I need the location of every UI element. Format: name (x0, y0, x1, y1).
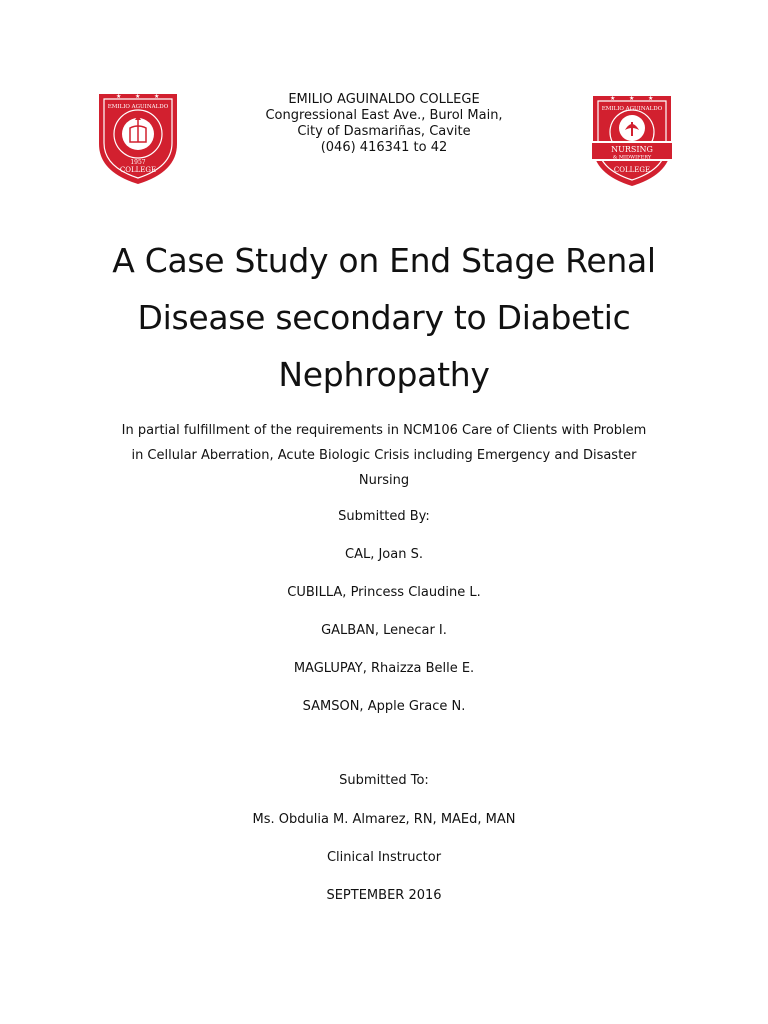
college-name: EMILIO AGUINALDO COLLEGE (288, 92, 480, 107)
requirement-line2: in Cellular Aberration, Acute Biologic Crisis including Emergency and Disaster (131, 448, 637, 463)
left-seal-name-text: EMILIO AGUINALDO (107, 104, 169, 110)
left-seal-year: 1957 (130, 159, 146, 166)
right-seal-college-text: COLLEGE (613, 166, 651, 174)
right-seal-banner-line2: & MIDWIFERY (612, 154, 652, 161)
author-name: MAGLUPAY, Rhaizza Belle E. (293, 661, 475, 676)
submission-date: SEPTEMBER 2016 (326, 888, 442, 903)
svg-text:★: ★ (154, 93, 160, 100)
left-seal-college-text: COLLEGE (119, 166, 157, 174)
college-phone: (046) 416341 to 42 (320, 140, 448, 155)
college-header (184, 92, 584, 156)
submitted-to-label: Submitted To: (339, 773, 429, 788)
author-name: CAL, Joan S. (345, 547, 423, 562)
right-seal-banner-line1: NURSING (611, 145, 653, 154)
instructor-role: Clinical Instructor (326, 850, 442, 865)
right-seal-name-text: EMILIO AGUINALDO (601, 106, 663, 112)
nursing-midwifery-seal-icon (587, 92, 677, 188)
svg-text:★: ★ (610, 95, 616, 102)
requirement-statement (60, 418, 708, 493)
requirement-line1: In partial fulfillment of the requirements in NCM106 Care of Clients with Problem (121, 423, 647, 438)
author-name: SAMSON, Apple Grace N. (302, 699, 466, 714)
author-name: GALBAN, Lenecar I. (321, 623, 447, 638)
svg-text:★: ★ (135, 93, 141, 100)
submitted-by-label: Submitted By: (338, 509, 430, 524)
college-address-line2: City of Dasmariñas, Cavite (297, 124, 471, 139)
svg-text:★: ★ (116, 93, 122, 100)
title-line2: Disease secondary to Diabetic (137, 298, 631, 337)
instructor-name: Ms. Obdulia M. Almarez, RN, MAEd, MAN (252, 812, 516, 827)
svg-text:★: ★ (629, 95, 635, 102)
svg-text:★: ★ (648, 95, 654, 102)
requirement-line3: Nursing (358, 473, 410, 488)
document-title (40, 232, 728, 403)
author-name: CUBILLA, Princess Claudine L. (287, 585, 481, 600)
title-line3: Nephropathy (278, 355, 490, 394)
college-address-line1: Congressional East Ave., Burol Main, (265, 108, 503, 123)
title-line1: A Case Study on End Stage Renal (112, 241, 656, 280)
emilio-aguinaldo-college-seal-icon (93, 90, 183, 186)
